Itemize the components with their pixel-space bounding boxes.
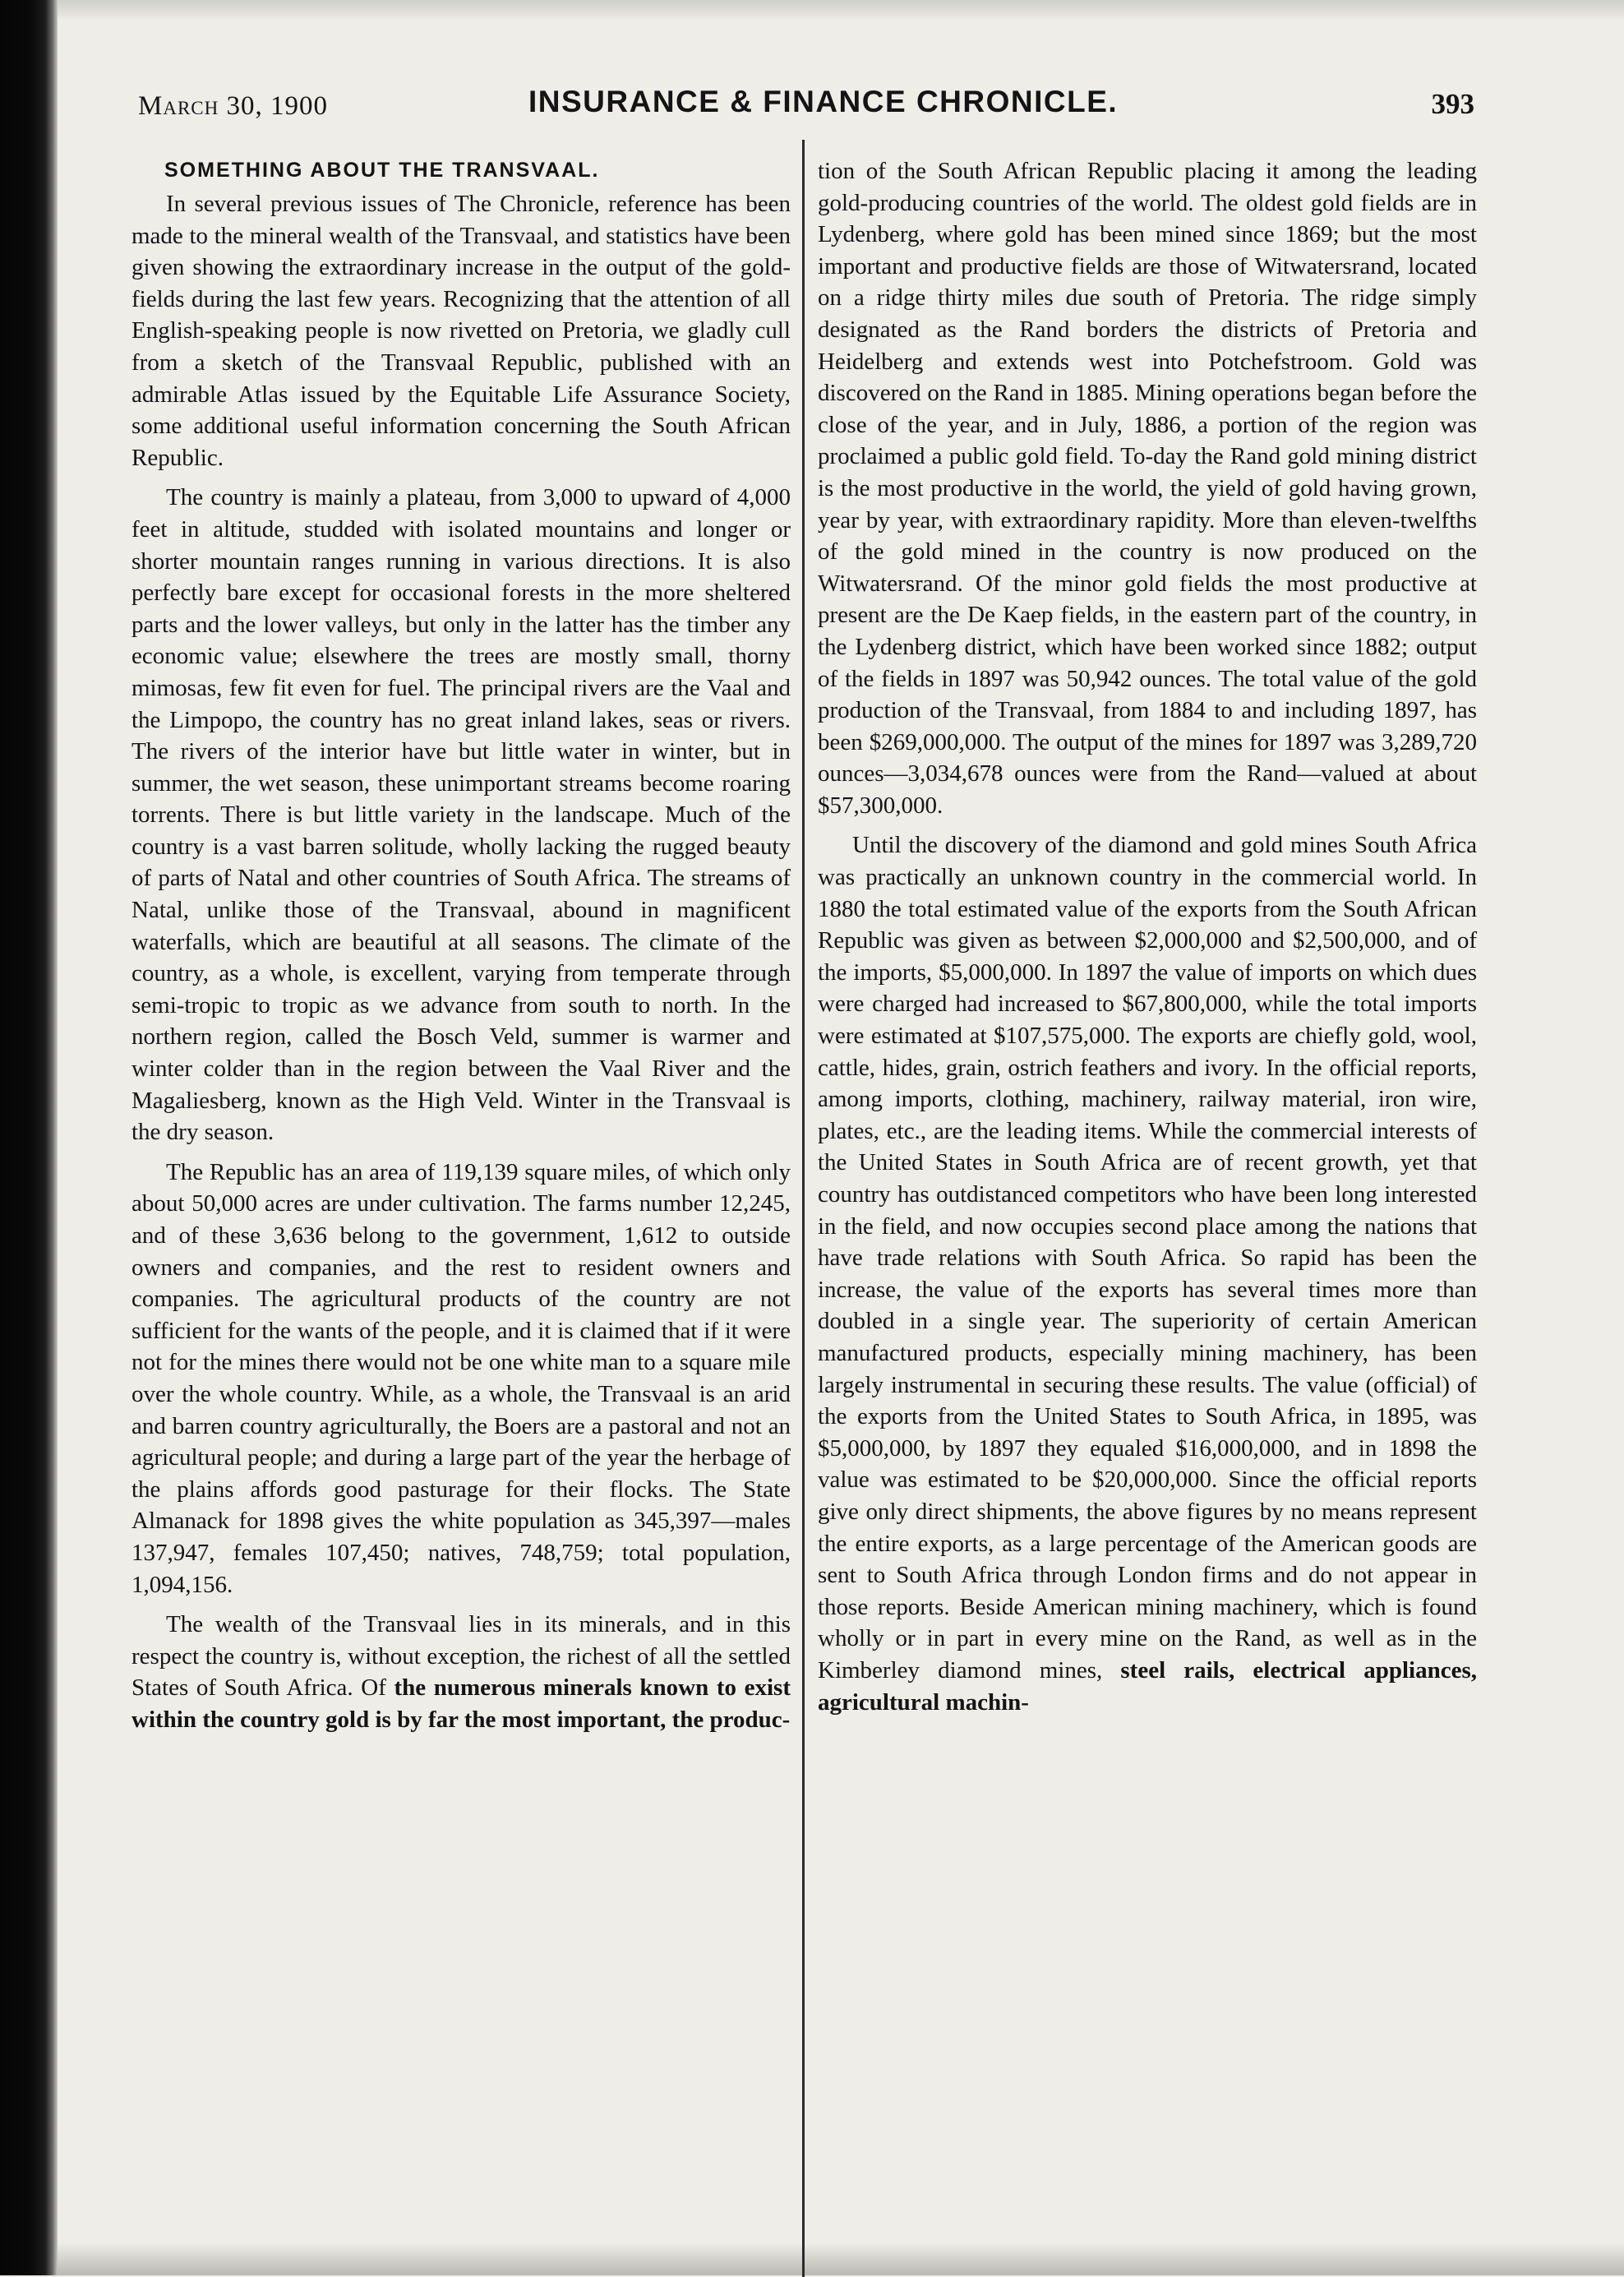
bottom-edge-shadow	[58, 2242, 1624, 2275]
page-binding-shadow	[0, 0, 58, 2275]
top-edge-shadow	[58, 0, 1624, 21]
paragraph-geography: The country is mainly a plateau, from 3,000 to upward of 4,000 feet in altitude, studded with isolated mountains and longer or shorter mountain ranges running in various directions. It is also perfectly bare except for occasional forests in the more sheltered parts and the lower valleys, but only in the latter has the timber any economic value; elsewhere the trees are mostly small, thorny mimosas, few fit even for fuel. The principal rivers are the Vaal and the Limpopo, the country has no great inland lakes, seas or rivers. The rivers of the interior have but little water in winter, but in summer, the wet season, these unimportant streams become roaring torrents. There is but little variety in the landscape. Much of the country is a vast barren solitude, wholly lacking the rugged beauty of parts of Natal and other countries of South Africa. The streams of Natal, unlike those of the Transvaal, abound in magnificent waterfalls, which are beautiful at all seasons. The climate of the country, as a whole, is excellent, varying from temperate through semi-tropic to tropic as we advance from south to north. In the northern region, called the Bosch Veld, summer is warmer and winter colder than in the region between the Vaal River and the Magaliesberg, known as the High Veld. Winter in the Transvaal is the dry season.	[131, 484, 791, 1146]
page-number: 393	[1431, 88, 1474, 120]
paragraph-trade-bold-text: steel rails, electrical appliances, agricultural machin-	[818, 1656, 1477, 1716]
paragraph-minerals	[131, 1609, 791, 1735]
paragraph-minerals-text: The wealth of the Transvaal lies in its minerals, and in this respect the country is, without exception, the richest of all the settled States of South Africa. Of	[131, 1611, 791, 1702]
paragraph-gold-production: tion of the South African Republic placing it among the leading gold-producing countries of the world. The oldest gold fields are in Lydenberg, where gold has been mined since 1869; but the most important and productive fields are those of Witwatersrand, located on a ridge thirty miles due south of Pretoria. The ridge simply designated as the Rand borders the districts of Pretoria and Heidelberg and extends west into Potchefstroom. Gold was discovered on the Rand in 1885. Mining operations began before the close of the year, and in July, 1886, a portion of the region was proclaimed a public gold field. To-day the Rand gold mining district is the most productive in the world, the yield of gold having grown, year by year, with extraordinary rapidity. More than eleven-twelfths of the gold mined in the country is now produced on the Witwatersrand. Of the minor gold fields the most productive at present are the De Kaep fields, in the eastern part of the country, in the Lydenberg district, which have been worked since 1882; output of the fields in 1897 was 50,942 ounces. The total value of the gold production of the Transvaal, from 1884 to and including 1897, has been $269,000,000. The output of the mines for 1897 was 3,289,720 ounces—3,034,678 ounces were from the Rand—valued at about $57,300,000.	[818, 158, 1477, 819]
paragraph-trade	[818, 829, 1477, 1718]
paragraph-intro: In several previous issues of The Chronicle, reference has been made to the mineral wealth of the Transvaal, and statistics have been given showing the extraordinary increase in the output of the gold-fields during the last few years. Recognizing that the attention of all English-speaking people is now rivetted on Pretoria, we gladly cull from a sketch of the Transvaal Republic, published with an admirable Atlas issued by the Equitable Life Assurance Society, some additional useful information concerning the South African Republic.	[131, 191, 791, 471]
article-heading: SOMETHING ABOUT THE TRANSVAAL.	[164, 159, 600, 182]
left-column	[131, 155, 791, 1744]
column-divider	[802, 140, 805, 2277]
paragraph-trade-text: Until the discovery of the diamond and gold mines South Africa was practically an unknown country in the commercial world. In 1880 the total estimated value of the exports from the South African Republic was given as between $2,000,000 and $2,500,000, and of the imports, $5,000,000. In 1897 the value of imports on which dues were charged had increased to $67,800,000, while the total imports were estimated at $107,575,000. The exports are chiefly gold, wool, cattle, hides, grain, ostrich feathers and ivory. In the official reports, among imports, clothing, machinery, railway material, iron wire, plates, etc., are the leading items. While the commercial interests of the United States in South Africa are of recent growth, yet that country has outdistanced competitors who have been long interested in the field, and now occupies second place among the nations that have trade relations with South Africa. So rapid has been the increase, the value of the exports has several times more than doubled in a single year. The superiority of certain American manufactured products, especially mining machinery, has been largely instrumental in securing these results. The value (official) of the exports from the United States to South Africa, in 1895, was $5,000,000, by 1897 they equaled $16,000,000, and in 1898 the value was estimated to be $20,000,000. Since the official reports give only direct shipments, the above figures by no means represent the entire exports, as a large percentage of the American goods are sent to South Africa through London firms and do not appear in those reports. Beside American mining machinery, which is found wholly or in part in every mine on the Rand, as well as in the Kimberley diamond mines,	[818, 832, 1477, 1684]
issue-date: March 30, 1900	[138, 91, 328, 121]
right-column	[818, 155, 1477, 1726]
paragraph-republic: The Republic has an area of 119,139 square miles, of which only about 50,000 acres are under cultivation. The farms number 12,245, and of these 3,636 belong to the government, 1,612 to outside owners and companies, and the rest to resident owners and companies. The agricultural products of the country are not sufficient for the wants of the people, and it is claimed that if it were not for the mines there would not be one white man to a square mile over the whole country. While, as a whole, the Transvaal is an arid and barren country agriculturally, the Boers are a pastoral and not an agricultural people; and during a large part of the year the herbage of the plains affords good pasturage for their flocks. The State Almanack for 1898 gives the white population as 345,397—males 137,947, females 107,450; natives, 748,759; total population, 1,094,156.	[131, 1158, 791, 1598]
running-head	[138, 85, 1474, 126]
paragraph-minerals-bold-text: the numerous minerals known to exist within the country gold is by far the most important, the produc-	[131, 1674, 791, 1733]
publication-title: INSURANCE & FINANCE CHRONICLE.	[528, 85, 1119, 118]
